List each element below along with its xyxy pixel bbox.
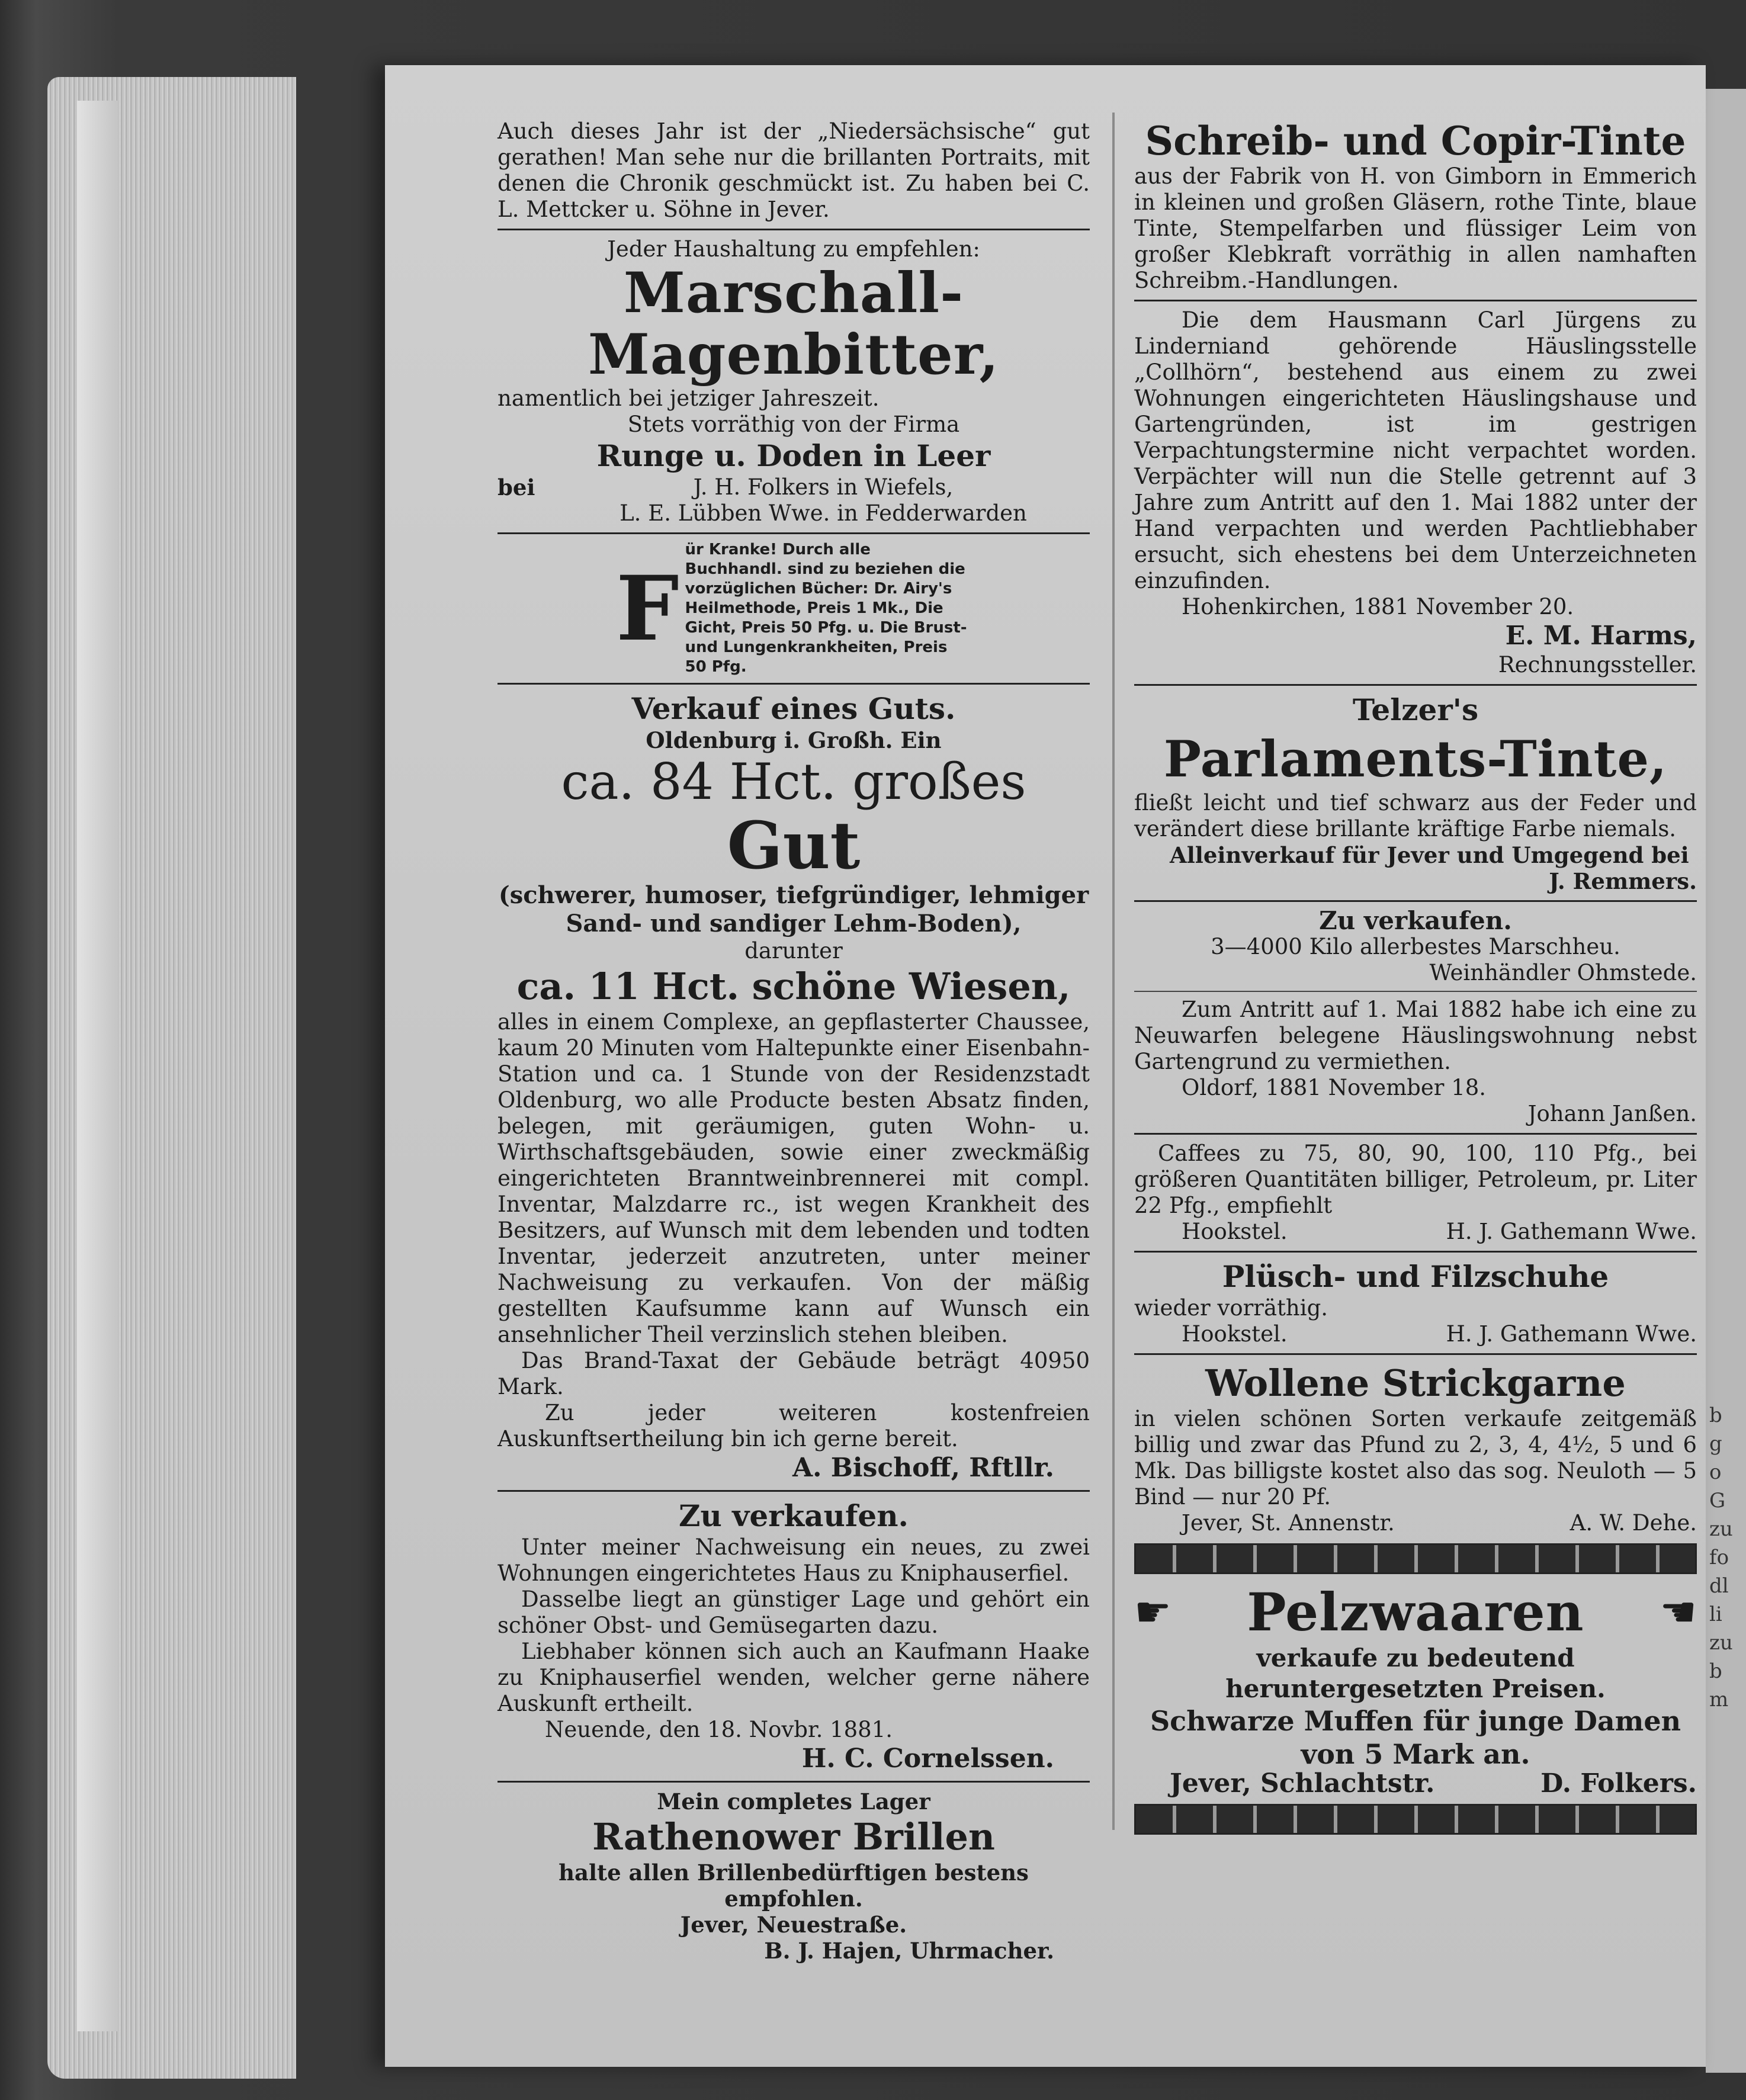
pluesch-place: Hookstel. <box>1182 1321 1288 1347</box>
marschheu-body: 3—4000 Kilo allerbestes Marschheu. <box>1211 934 1620 959</box>
magenbitter-stock: Stets vorräthig von der Firma <box>627 412 960 437</box>
wolle-signature: A. W. Dehe. <box>1570 1510 1697 1536</box>
pacht-signature: E. M. Harms, <box>1505 621 1697 651</box>
sliver-fragment: fo <box>1709 1546 1729 1569</box>
gut-taxat: Das Brand-Taxat der Gebäude beträgt 40950 Mark. <box>498 1348 1090 1399</box>
brillen-title: Rathenower Brillen <box>592 1815 996 1858</box>
haus-body-2: Dasselbe liegt an günstiger Lage und gehört ein schöner Obst- und Gemüsegarten dazu. <box>498 1587 1090 1638</box>
ad-haus-verkaufen <box>498 1498 1090 1775</box>
tinte-body: aus der Fabrik von H. von Gimborn in Emmerich in kleinen und großen Gläsern, rothe Tinte, blaue Tinte, Stempelfarben und flüssiger Leim von großer Klebkraft vorräthig in allen namhaften Schreibm.-Handlungen. <box>1134 163 1697 293</box>
ad-gut <box>498 691 1090 1484</box>
pacht-body: Die dem Hausmann Carl Jürgens zu Linderniand gehörende Häuslingsstelle „Collhörn“, bestehend aus einem zu zwei Wohnungen eingerichteten Häuslingshause und Gartengründen, ist im gestrigen Verpachtungstermine nicht verpachtet worden. Verpächter will nun die Stelle getrennt auf 3 Jahre zum Antritt auf den 1. Mai 1882 unter der Hand verpachten und werden Pachtliebhaber ersucht, sich ehestens bei dem Unterzeichneten einzufinden. <box>1134 307 1697 593</box>
kranke-initial: F <box>616 556 679 661</box>
divider <box>498 229 1090 230</box>
tinte-title: Schreib- und Copir-Tinte <box>1145 118 1686 164</box>
gut-body: alles in einem Complexe, an gepflasterter Chaussee, kaum 20 Minuten vom Haltepunkte einer Eisenbahn-Station und ca. 1 Stunde von der Residenzstadt Oldenburg, wo alle Producte besten Absatz finden, belegen, mit geräumigen, guten Wohn- u. Wirthschaftsgebäuden, sowie einer zweckmäßig eingerichteten Branntweinbrennerei mit compl. Inventar, Malzdarre rc., ist wegen Krankheit des Besitzers, auf Wunsch mit dem lebenden und todten Inventar, jederzeit anzutreten, unter meiner Nachweisung zu verkaufen. Von der mäßig gestellten Kaufsumme kann auf Wunsch ein ansehnlicher Theil verzinslich stehen bleiben. <box>498 1009 1090 1347</box>
gut-gut: Gut <box>727 807 861 884</box>
ad-caffees <box>1134 1141 1697 1245</box>
sliver-fragment: dl <box>1709 1574 1729 1598</box>
divider <box>1134 1133 1697 1135</box>
pluesch-footer <box>1134 1321 1697 1347</box>
kranke-text: ür Kranke! Durch alle Buchhandl. sind zu beziehen die vorzüglichen Bücher: Dr. Airy's Heilmethode, Preis 1 Mk., Die Gicht, Preis 50 Pfg. u. Die Brust- und Lungenkrankheiten, Preis 50 Pfg. <box>685 541 967 676</box>
pluesch-signature: H. J. Gathemann Wwe. <box>1446 1321 1697 1347</box>
divider <box>498 683 1090 685</box>
caffees-place: Hookstel. <box>1182 1219 1288 1244</box>
pacht-date: Hohenkirchen, 1881 November 20. <box>1182 594 1574 619</box>
left-column <box>498 118 1090 1964</box>
ad-parlament <box>1134 692 1697 894</box>
magenbitter-dealers <box>498 474 1090 526</box>
divider <box>1134 300 1697 301</box>
brillen-sub: halte allen Brillenbedürftigen bestens empfohlen. <box>559 1860 1029 1912</box>
pelz-signature: D. Folkers. <box>1540 1768 1697 1799</box>
magenbitter-sub: namentlich bei jetziger Jahreszeit. <box>498 386 880 411</box>
newspaper-page <box>385 65 1706 2067</box>
gut-title: Verkauf eines Guts. <box>631 691 956 726</box>
sliver-fragment: zu <box>1709 1517 1733 1541</box>
adjacent-page-sliver <box>1706 89 1746 2073</box>
sliver-fragment: g <box>1709 1432 1722 1456</box>
divider <box>498 1490 1090 1492</box>
divider <box>1134 900 1697 902</box>
gut-wiesen: ca. 11 Hct. schöne Wiesen, <box>516 965 1071 1008</box>
ad-brillen <box>498 1788 1090 1964</box>
ornamental-border <box>1134 1543 1697 1574</box>
gut-signature: A. Bischoff, Rftllr. <box>792 1453 1054 1483</box>
book-spine-highlight <box>77 101 118 2031</box>
sliver-fragment: m <box>1709 1688 1729 1712</box>
dealer-1: J. H. Folkers in Wiefels, <box>693 474 954 500</box>
parlament-sale: Alleinverkauf für Jever und Umgegend bei <box>1170 842 1689 868</box>
gut-auskunft: Zu jeder weiteren kostenfreien Auskunftsertheilung bin ich gerne bereit. <box>498 1400 1090 1452</box>
haus-date: Neuende, den 18. Novbr. 1881. <box>545 1717 893 1742</box>
right-column <box>1134 118 1697 1842</box>
ad-wolle <box>1134 1361 1697 1536</box>
pelz-header <box>1134 1581 1697 1643</box>
ad-pacht <box>1134 307 1697 678</box>
gut-place: Oldenburg i. Großh. Ein <box>646 727 942 753</box>
dealer-2: L. E. Lübben Wwe. in Fedderwarden <box>620 500 1027 526</box>
brillen-signature: B. J. Hajen, Uhrmacher. <box>764 1938 1054 1964</box>
caffees-signature: H. J. Gathemann Wwe. <box>1446 1219 1697 1244</box>
gut-size: ca. 84 Hct. großes <box>561 753 1026 811</box>
ad-tinte <box>1134 118 1697 294</box>
divider <box>1134 1353 1697 1355</box>
wohnung-date: Oldorf, 1881 November 18. <box>1182 1075 1487 1100</box>
haus-title: Zu verkaufen. <box>679 1498 909 1533</box>
brillen-place: Jever, Neuestraße. <box>680 1912 907 1938</box>
parlament-body: fließt leicht und tief schwarz aus der Feder und verändert diese brillante kräftige Farbe niemals. <box>1134 790 1697 842</box>
wohnung-body: Zum Antritt auf 1. Mai 1882 habe ich eine zu Neuwarfen belegene Häuslingswohnung nebst Gartengrund zu vermiethen. <box>1134 997 1697 1074</box>
wolle-footer <box>1134 1510 1697 1536</box>
pluesch-sub: wieder vorräthig. <box>1134 1295 1328 1321</box>
haus-body-1: Unter meiner Nachweisung ein neues, zu zwei Wohnungen eingerichtetes Haus zu Kniphauserfiel. <box>498 1534 1090 1586</box>
ad-pluesch <box>1134 1258 1697 1347</box>
pelz-line-1: verkaufe zu bedeutend heruntergesetzten Preisen. <box>1225 1643 1606 1703</box>
divider <box>498 1781 1090 1783</box>
sliver-fragment: G <box>1709 1489 1726 1513</box>
sliver-fragment: zu <box>1709 1631 1733 1655</box>
ornamental-border <box>1134 1804 1697 1835</box>
ad-wohnung <box>1134 997 1697 1127</box>
wolle-body: in vielen schönen Sorten verkaufe zeitgemäß billig und zwar das Pfund zu 2, 3, 4, 4½, 5 und 6 Mk. Das billigste kostet also das sog. Neuloth — 5 Bind — nur 20 Pf. <box>1134 1406 1697 1510</box>
pointing-hand-right-icon: ☛ <box>1134 1588 1172 1636</box>
haus-signature: H. C. Cornelssen. <box>801 1743 1054 1774</box>
ad-pelz <box>1134 1581 1697 1797</box>
pacht-role: Rechnungssteller. <box>1498 652 1697 677</box>
pelz-place: Jever, Schlachtstr. <box>1170 1768 1435 1799</box>
pointing-hand-left-icon: ☚ <box>1660 1588 1697 1636</box>
divider <box>498 532 1090 534</box>
magenbitter-intro: Jeder Haushaltung zu empfehlen: <box>607 236 980 262</box>
pelz-footer <box>1134 1768 1697 1799</box>
column-divider <box>1112 113 1115 1830</box>
pluesch-title: Plüsch- und Filzschuhe <box>1222 1259 1609 1294</box>
magenbitter-and-at: bei <box>498 474 535 500</box>
parlament-signature: J. Remmers. <box>1549 868 1697 894</box>
caffees-body: Caffees zu 75, 80, 90, 100, 110 Pfg., bei größeren Quantitäten billiger, Petroleum, pr. Liter 22 Pfg., empfiehlt <box>1134 1141 1697 1218</box>
dealer-list <box>557 474 1090 526</box>
pelz-line-2: Schwarze Muffen für junge Damen <box>1150 1705 1681 1737</box>
wohnung-signature: Johann Janßen. <box>1527 1101 1697 1126</box>
caffees-footer <box>1134 1219 1697 1245</box>
pelz-title: Pelzwaaren <box>1247 1581 1584 1643</box>
gut-darunter: darunter <box>744 938 843 964</box>
divider <box>1134 684 1697 686</box>
wolle-title: Wollene Strickgarne <box>1205 1362 1626 1405</box>
sliver-fragment: b <box>1709 1659 1722 1683</box>
sliver-fragment: o <box>1709 1460 1722 1484</box>
chronik-text: Auch dieses Jahr ist der „Niedersächsische“ gut gerathen! Man sehe nur die brillanten Portraits, mit denen die Chronik geschmückt ist. Zu haben bei C. L. Mettcker u. Söhne in Jever. <box>498 118 1090 222</box>
magenbitter-title: Marschall-Magenbitter, <box>588 261 1000 387</box>
magenbitter-firm: Runge u. Doden in Leer <box>596 438 991 473</box>
wolle-place: Jever, St. Annenstr. <box>1182 1510 1395 1536</box>
ad-marschheu <box>1134 908 1697 986</box>
parlament-title: Parlaments-Tinte, <box>1163 730 1668 788</box>
gut-soil: (schwerer, humoser, tiefgründiger, lehmiger Sand- und sandiger Lehm-Boden), <box>498 881 1089 937</box>
ad-magenbitter <box>498 236 1090 526</box>
sliver-fragment: b <box>1709 1404 1722 1427</box>
divider <box>1134 991 1697 992</box>
divider <box>1134 1251 1697 1253</box>
ad-chronik <box>498 118 1090 223</box>
marschheu-title: Zu verkaufen. <box>1319 906 1512 935</box>
marschheu-signature: Weinhändler Ohmstede. <box>1429 960 1697 985</box>
pelz-line-3: von 5 Mark an. <box>1301 1738 1530 1770</box>
parlament-brand: Telzer's <box>1352 692 1479 727</box>
sliver-fragment: li <box>1709 1603 1722 1626</box>
ad-kranke <box>616 540 1090 677</box>
haus-body-3: Liebhaber können sich auch an Kaufmann Haake zu Kniphauserfiel wenden, welcher gerne nähere Auskunft ertheilt. <box>498 1639 1090 1716</box>
brillen-intro: Mein completes Lager <box>657 1788 930 1815</box>
